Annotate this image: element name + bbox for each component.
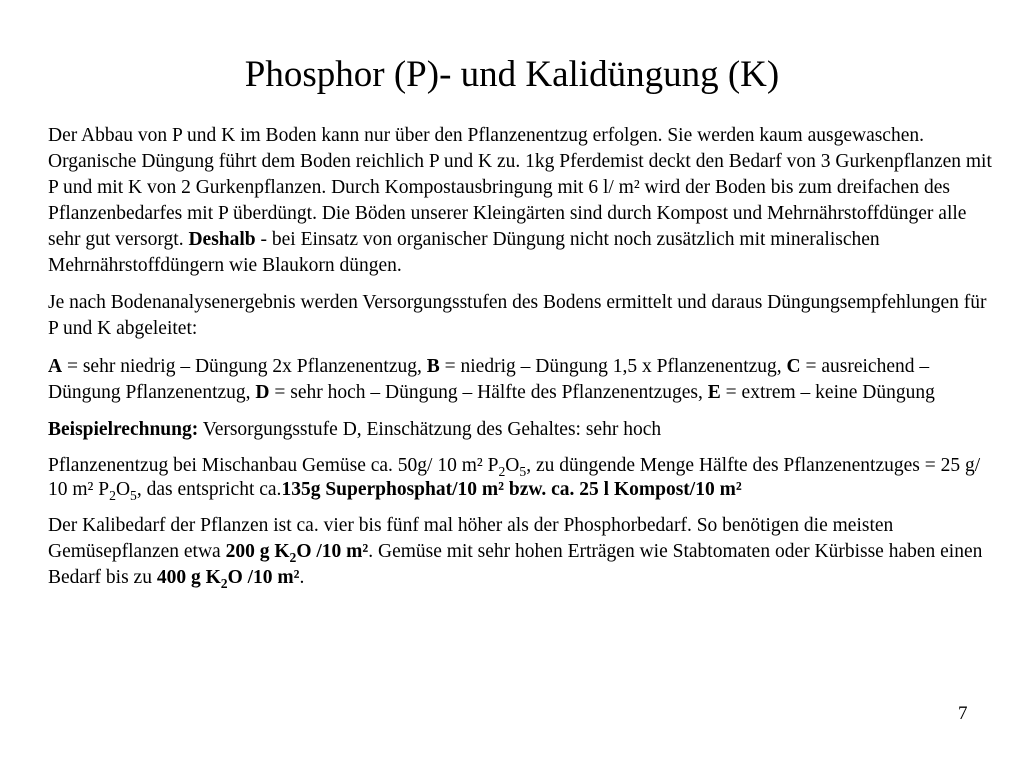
slide-title: Phosphor (P)- und Kalidüngung (K)	[244, 54, 780, 95]
paragraph-example-calculation: Pflanzenentzug bei Mischanbau Gemüse ca. 50g/ 10 m² $P_2O_5$, zu düngende Menge Hälfte des Pflanzenentzuges = 25 g/ 10 m² $P_2O_5$, das entspricht ca.135g Superphosphat/10 m² bzw. ca. 25 l Kompost/10 m²	[48, 455, 981, 503]
paragraph-example-heading: Beispielrechnung: Versorgungsstufe D, Einschätzung des Gehaltes: sehr hoch	[48, 419, 662, 440]
paragraph-soil-analysis: Je nach Bodenanalysenergebnis werden Versorgungsstufen des Bodens ermittelt und daraus Düngungsempfehlungen für P und K abgeleitet:	[48, 292, 987, 339]
slide-body	[48, 123, 998, 591]
paragraph-potassium-demand: Der Kalibedarf der Pflanzen ist ca. vier bis fünf mal höher als der Phosphorbedarf. So benötigen die meisten Gemüsepflanzen etwa 200 g $K_2O$ /10 m². Gemüse mit sehr hohen Erträgen wie Stabtomaten oder Kürbisse haben einen Bedarf bis zu 400 g $K_2O$ /10 m².	[48, 515, 983, 591]
page-number: 7	[958, 703, 968, 724]
paragraph-supply-levels: A = sehr niedrig – Düngung 2x Pflanzenentzug, B = niedrig – Düngung 1,5 x Pflanzenentzug, C = ausreichend – Düngung Pflanzenentzug, D = sehr hoch – Düngung – Hälfte des Pflanzenentzuges, E = extrem – keine Düngung	[48, 356, 935, 403]
paragraph-nutrient-loss: Der Abbau von P und K im Boden kann nur über den Pflanzenentzug erfolgen. Sie werden kaum ausgewaschen. Organische Düngung führt dem Boden reichlich P und K zu. 1kg Pferdemist deckt den Bedarf von 3 Gurkenpflanzen mit P und mit K von 2 Gurkenpflanzen. Durch Kompostausbringung mit 6 l/ m² wird der Boden bis zum dreifachen des Pflanzenbedarfes mit P überdüngt. Die Böden unserer Kleingärten sind durch Kompost und Mehrnährstoffdünger alle sehr gut versorgt. Deshalb - bei Einsatz von organischer Düngung nicht noch zusätzlich mit mineralischen Mehrnährstoffdüngern wie Blaukorn düngen.	[48, 125, 992, 276]
